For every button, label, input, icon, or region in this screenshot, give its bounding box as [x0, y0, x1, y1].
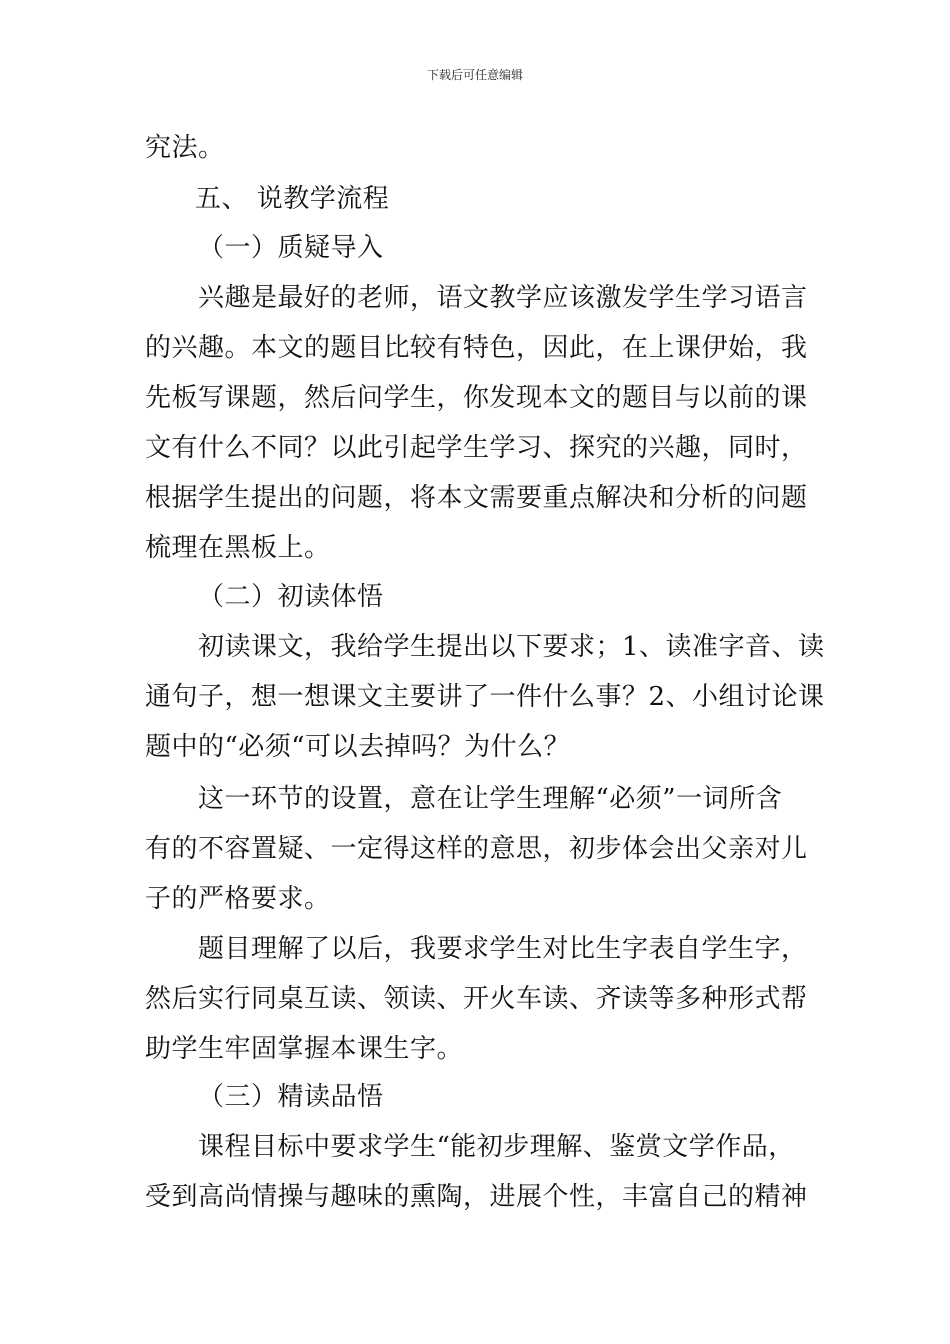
text-line: 究法。 [145, 133, 225, 163]
text-line: 题中的“必须“可以去掉吗？为什么？ [145, 732, 571, 762]
text-line: 助学生牢固掌握本课生字。 [145, 1034, 464, 1064]
text-line: 梳理在黑板上。 [145, 533, 331, 563]
subsection-heading: （一）质疑导入 [198, 233, 384, 263]
text-line: 题目理解了以后，我要求学生对比生字表自学生字， [198, 934, 808, 964]
text-line: 受到高尚情操与趣味的熏陶，进展个性，丰富自己的精神 [145, 1182, 808, 1212]
text-line: 这一环节的设置，意在让学生理解“必须”一词所含 [198, 784, 783, 814]
subsection-heading: （二）初读体悟 [198, 582, 384, 612]
text-line: 根据学生提出的问题，将本文需要重点解决和分析的问题 [145, 483, 808, 513]
text-line: 初读课文，我给学生提出以下要求；1、读准字音、读 [198, 632, 825, 662]
text-line: 然后实行同桌互读、领读、开火车读、齐读等多种形式帮 [145, 984, 808, 1014]
text-line: 的兴趣。本文的题目比较有特色，因此，在上课伊始，我 [145, 333, 808, 363]
text-line: 课程目标中要求学生“能初步理解、鉴赏文学作品， [198, 1132, 795, 1162]
page-header: 下载后可任意编辑 [426, 68, 523, 82]
subsection-heading: （三）精读品悟 [198, 1082, 384, 1112]
text-line: 文有什么不同？以此引起学生学习、探究的兴趣，同时， [145, 433, 808, 463]
text-line: 有的不容置疑、一定得这样的意思，初步体会出父亲对儿 [145, 834, 808, 864]
text-line: 先板写课题，然后问学生，你发现本文的题目与以前的课 [145, 383, 808, 413]
text-line: 子的严格要求。 [145, 884, 331, 914]
section-heading: 五、 说教学流程 [195, 184, 390, 214]
text-line: 兴趣是最好的老师，语文教学应该激发学生学习语言 [198, 283, 808, 313]
text-line: 通句子，想一想课文主要讲了一件什么事？2、小组讨论课 [145, 682, 825, 712]
